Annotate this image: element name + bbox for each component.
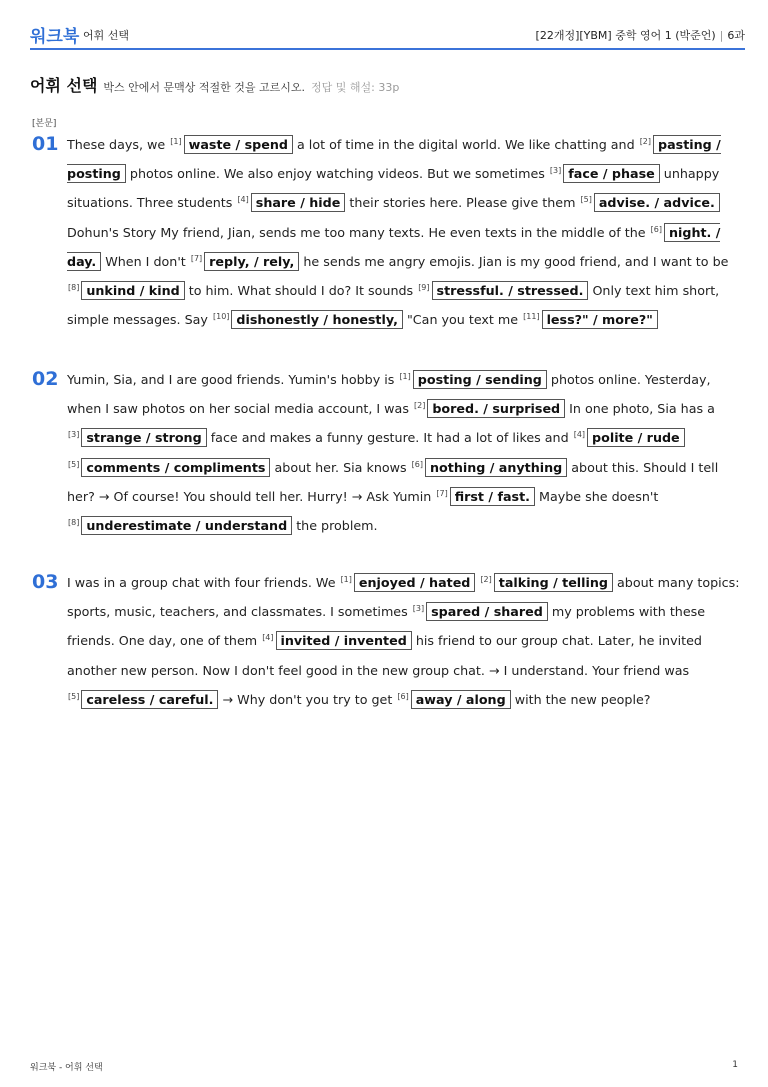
answer-choice-box[interactable]: unkind / kind xyxy=(81,281,184,300)
header-separator: | xyxy=(719,29,724,42)
passage-text-segment: my problems with these friends. One day, one of them xyxy=(67,604,706,649)
passage-text-segment: I was in a group chat with four friends. We xyxy=(67,575,340,590)
passage-text-segment: photos online. We also enjoy watching videos. But we sometimes xyxy=(125,166,549,182)
blank-number: [10] xyxy=(212,312,230,322)
passage-number: 03 xyxy=(32,571,59,593)
blank-number: [5] xyxy=(68,691,80,701)
passage-02 xyxy=(30,365,740,540)
answer-choice-box[interactable]: dishonestly / honestly, xyxy=(231,310,403,329)
blank-number: [7] xyxy=(436,488,448,498)
passage-03 xyxy=(30,568,740,714)
passage-text-segment: Dohun's Story My friend, Jian, sends me too many texts. He even texts in the middle of the xyxy=(67,224,650,240)
answer-choice-box[interactable]: polite / rude xyxy=(587,428,685,447)
blank-number: [6] xyxy=(650,224,662,234)
answer-choice-box[interactable]: comments / compliments xyxy=(81,458,270,477)
passage-text-segment: his friend to our group chat. Later, he invited another new person. Now I don't feel good in the new group chat. → I understand. Your friend was xyxy=(67,633,702,678)
answer-choice-box[interactable]: advise. / advice. xyxy=(594,193,720,212)
passage-number: 01 xyxy=(32,133,59,155)
answer-choice-box[interactable]: face / phase xyxy=(563,164,660,183)
answer-choice-box[interactable]: underestimate / understand xyxy=(81,516,292,535)
passage-text-segment: → Why don't you try to get xyxy=(218,691,397,707)
answer-choice-box[interactable]: nothing / anything xyxy=(425,458,567,477)
answer-reference: 정답 및 해설: 33p xyxy=(311,81,400,94)
answer-choice-box[interactable]: posting / sending xyxy=(413,370,547,389)
passage-text-segment xyxy=(475,575,479,590)
blank-number: [4] xyxy=(262,633,274,643)
passage-text-segment: he sends me angry emojis. Jian is my good friend, and I want to be xyxy=(299,253,729,269)
page-number: 1 xyxy=(732,1060,738,1070)
answer-choice-box[interactable]: stressful. / stressed. xyxy=(432,281,589,300)
passage-text xyxy=(67,130,740,334)
blank-number: [9] xyxy=(418,283,430,293)
instruction-text: 박스 안에서 문맥상 적절한 것을 고르시오. xyxy=(103,81,306,94)
answer-choice-box[interactable]: strange / strong xyxy=(81,428,206,447)
blank-number: [1] xyxy=(340,575,352,584)
answer-choice-box[interactable]: first / fast. xyxy=(450,487,535,506)
page-header xyxy=(30,22,745,50)
answer-choice-box[interactable]: away / along xyxy=(411,690,511,709)
passage-text-segment: photos online. Yesterday, when I saw photos on her social media account, I was xyxy=(67,372,711,417)
passage-text-segment: These days, we xyxy=(67,137,170,152)
blank-number: [5] xyxy=(580,195,592,205)
blank-number: [8] xyxy=(68,283,80,293)
blank-number: [2] xyxy=(480,575,492,584)
blank-number: [6] xyxy=(397,691,409,701)
blank-number: [11] xyxy=(523,312,540,322)
answer-choice-box[interactable]: careless / careful. xyxy=(81,690,218,709)
blank-number: [6] xyxy=(411,459,424,469)
passage-text-segment: unhappy situations. Three students xyxy=(67,166,720,211)
blank-number: [3] xyxy=(412,604,425,614)
blank-number: [1] xyxy=(399,372,411,381)
passage-text-segment: Yumin, Sia, and I are good friends. Yumin's hobby is xyxy=(67,372,399,387)
answer-choice-box[interactable]: share / hide xyxy=(251,193,346,212)
blank-number: [1] xyxy=(170,137,182,146)
blank-number: [2] xyxy=(413,401,426,411)
blank-number: [3] xyxy=(68,430,80,440)
passage-text-segment: about her. Sia knows xyxy=(270,459,411,475)
footer-title: 워크북 - 어휘 선택 xyxy=(30,1063,103,1073)
passage-text-segment: about many topics: sports, music, teachers, and classmates. I sometimes xyxy=(67,575,740,620)
answer-choice-box[interactable]: bored. / surprised xyxy=(427,399,565,418)
answer-choice-box[interactable]: reply, / rely, xyxy=(204,252,299,271)
blank-number: [8] xyxy=(68,518,80,528)
passage-text-segment: the problem. xyxy=(292,518,378,534)
passage-text-segment: "Can you text me xyxy=(402,312,523,328)
passage-01 xyxy=(30,130,740,334)
passage-text-segment: Only text him short, simple messages. Say xyxy=(67,283,720,328)
answer-choice-box[interactable]: pasting / posting xyxy=(67,137,721,182)
course-name: [22개정][YBM] 중학 영어 1 (박준언) xyxy=(535,29,716,42)
answer-choice-box[interactable]: waste / spend xyxy=(184,135,293,154)
brand-title: 워크북 xyxy=(30,27,80,47)
blank-number: [4] xyxy=(237,195,249,205)
answer-choice-box[interactable]: enjoyed / hated xyxy=(354,573,475,592)
passage-text-segment: with the new people? xyxy=(510,691,651,707)
passage-text-segment: In one photo, Sia has a xyxy=(565,401,715,417)
passage-text-segment: When I don't xyxy=(101,253,190,269)
blank-number: [7] xyxy=(190,253,203,263)
passage-text-segment: face and makes a funny gesture. It had a lot of likes and xyxy=(206,430,573,446)
passage-text-segment: a lot of time in the digital world. We like chatting and xyxy=(292,137,639,152)
passage-text-segment: Maybe she doesn't xyxy=(534,488,659,504)
passage-text xyxy=(67,568,740,714)
passage-number: 02 xyxy=(32,368,59,390)
blank-number: [5] xyxy=(68,459,80,469)
header-course-info xyxy=(536,27,745,43)
lesson-label: 6과 xyxy=(727,29,745,42)
title-row xyxy=(30,73,399,96)
blank-number: [4] xyxy=(573,430,586,440)
section-label: [본문] xyxy=(32,119,57,129)
answer-choice-box[interactable]: night. / day. xyxy=(67,224,721,269)
answer-choice-box[interactable]: spared / shared xyxy=(426,602,548,621)
passage-text-segment: their stories here. Please give them xyxy=(345,195,580,211)
header-subtitle: 어휘 선택 xyxy=(83,29,130,42)
answer-choice-box[interactable]: invited / invented xyxy=(276,631,412,650)
passage-text xyxy=(67,365,740,540)
passage-text-segment: to him. What should I do? It sounds xyxy=(184,283,418,299)
blank-number: [3] xyxy=(549,166,562,176)
passage-text-segment: about this. Should I tell her? → Of course! You should tell her. Hurry! → Ask Yumin xyxy=(67,459,719,504)
page-title: 어휘 선택 xyxy=(30,76,98,95)
answer-choice-box[interactable]: talking / telling xyxy=(494,573,613,592)
answer-choice-box[interactable]: less?" / more?" xyxy=(542,310,658,329)
blank-number: [2] xyxy=(639,137,652,146)
